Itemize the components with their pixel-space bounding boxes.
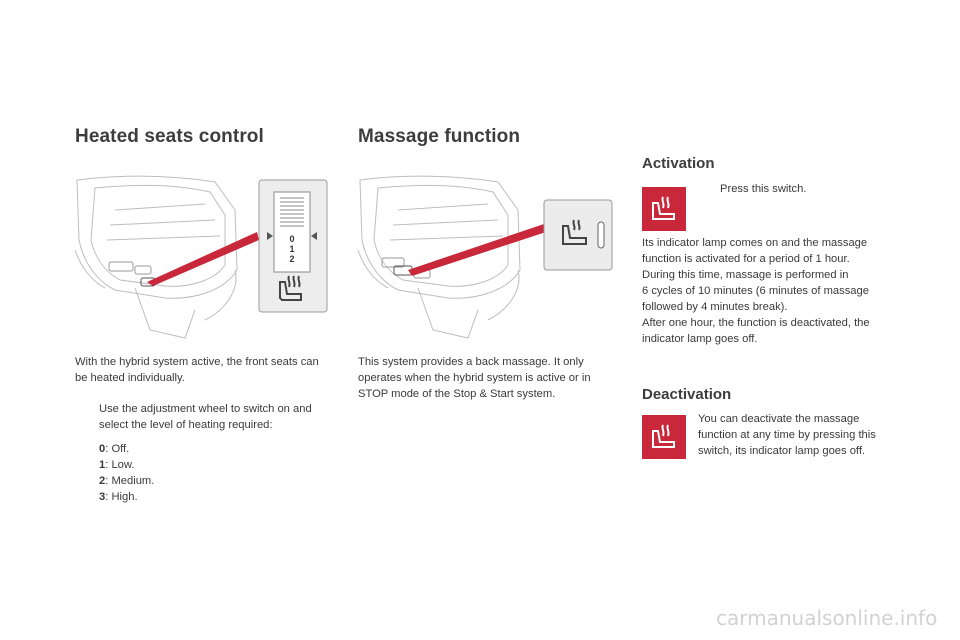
wheel-label-2: 2	[289, 254, 295, 264]
massage-title: Massage function	[358, 126, 521, 147]
heating-levels-list	[99, 441, 299, 505]
massage-seat-illustration	[358, 170, 616, 342]
massage-body-text: This system provides a back massage. It only operates when the hybrid system is active or in STOP mode of the Stop & Start system.	[358, 356, 591, 400]
level-item: 3: High.	[99, 491, 138, 503]
deactivation-line: You can deactivate the massage	[698, 413, 860, 425]
heated-bullet-text: Use the adjustment wheel to switch on and select the level of heating required:	[99, 403, 312, 431]
watermark: carmanualsonline.info	[716, 606, 938, 630]
activation-line: During this time, massage is performed in	[642, 269, 849, 281]
seat-massage-icon	[642, 415, 686, 459]
activation-line: indicator lamp goes off.	[642, 333, 758, 345]
heated-bullet	[75, 401, 340, 433]
seat-massage-icon	[642, 187, 686, 231]
deactivation-switch[interactable]	[642, 415, 686, 459]
activation-bullet-text: Press this switch.	[720, 183, 807, 195]
massage-seat-drawing	[358, 170, 616, 342]
level-item: 2: Medium.	[99, 475, 155, 487]
activation-title: Activation	[642, 155, 715, 172]
activation-line: Its indicator lamp comes on and the massage	[642, 237, 868, 249]
heated-intro-text: With the hybrid system active, the front seats can be heated individually.	[75, 356, 319, 384]
level-item: 1: Low.	[99, 459, 135, 471]
activation-line: After one hour, the function is deactivated, the	[642, 317, 870, 329]
activation-line: followed by 4 minutes break).	[642, 301, 788, 313]
activation-line: 6 cycles of 10 minutes (6 minutes of massage	[642, 285, 869, 297]
deactivation-title: Deactivation	[642, 386, 732, 403]
deactivation-line: function at any time by pressing this	[698, 429, 876, 441]
level-item: 0: Off.	[99, 443, 130, 455]
activation-bullet	[698, 181, 928, 197]
deactivation-body	[698, 411, 938, 459]
activation-body	[642, 235, 942, 347]
wheel-label-0: 0	[289, 234, 295, 244]
activation-line: function is activated for a period of 1 hour.	[642, 253, 850, 265]
seat-drawing	[75, 170, 330, 342]
heated-seat-illustration	[75, 170, 330, 342]
wheel-label-1: 1	[289, 244, 295, 254]
deactivation-line: switch, its indicator lamp goes off.	[698, 445, 866, 457]
heated-seats-title: Heated seats control	[75, 126, 264, 147]
activation-switch[interactable]	[642, 187, 686, 231]
